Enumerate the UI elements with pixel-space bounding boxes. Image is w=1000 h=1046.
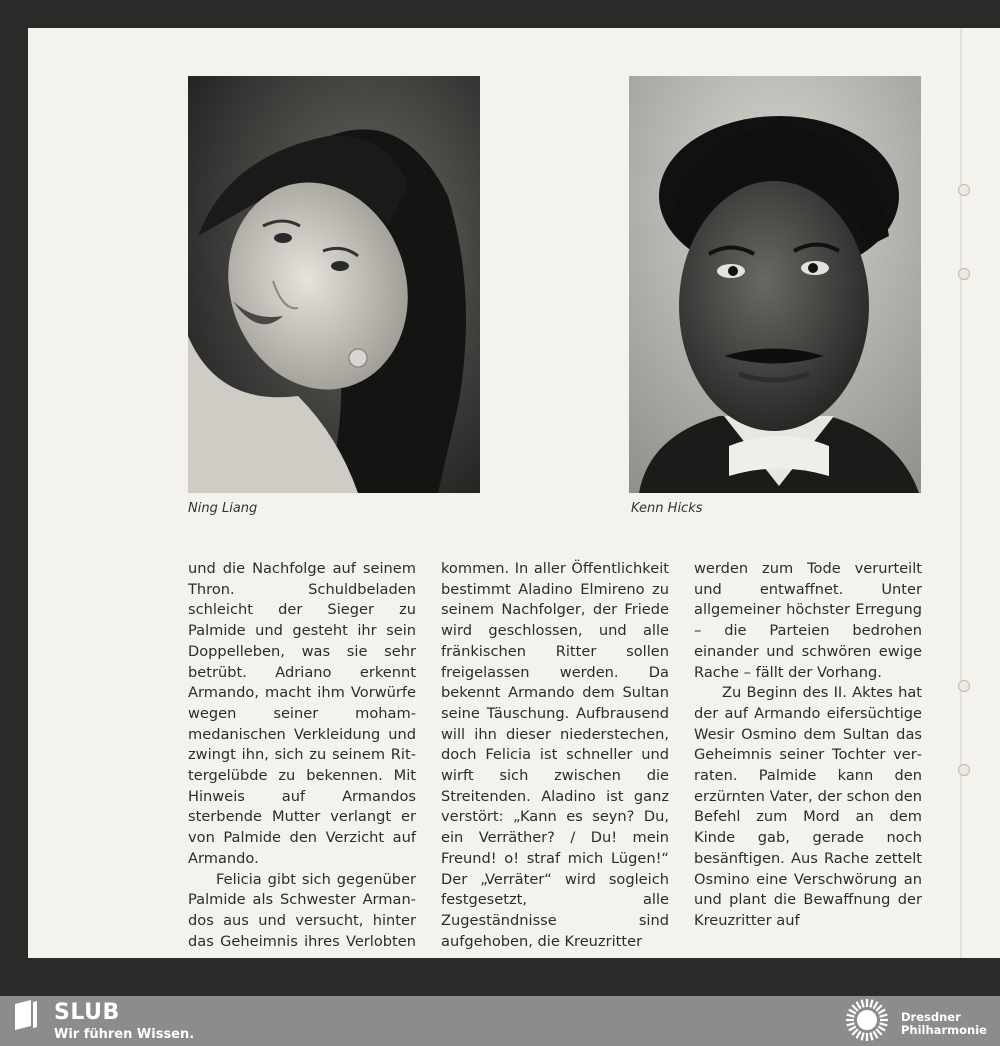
portrait-photo-kenn-hicks xyxy=(629,76,921,493)
photo-caption: Kenn Hicks xyxy=(631,501,703,516)
logo-ray xyxy=(857,1031,861,1038)
logo-ray xyxy=(876,1029,882,1035)
logo-ray xyxy=(874,1031,878,1038)
logo-ray xyxy=(849,1027,856,1031)
binding-hole xyxy=(958,268,970,280)
portrait-man-icon xyxy=(629,76,921,493)
binding-hole xyxy=(958,764,970,776)
paragraph: Felicia gibt sich gegenüber Palmide als Schwester Armandos aus und versucht, hinter das Geheimnis ihres Verlobten zu xyxy=(188,870,416,971)
binding-hole xyxy=(958,680,970,692)
photo-caption: Ning Liang xyxy=(188,501,258,516)
logo-ray xyxy=(874,1002,878,1009)
logo-ray xyxy=(876,1005,882,1011)
dresdner-philharmonie-logo-icon xyxy=(841,997,893,1043)
portrait-woman-icon xyxy=(188,76,480,493)
slub-logo-icon xyxy=(13,1000,39,1030)
logo-ray xyxy=(852,1005,858,1011)
partner-name-line-1: Dresdner xyxy=(901,1010,961,1024)
logo-ray xyxy=(847,1015,855,1017)
slub-title: SLUB xyxy=(54,1000,120,1025)
logo-ray xyxy=(878,1010,885,1014)
binding-hole xyxy=(958,184,970,196)
binding-holes xyxy=(958,180,974,780)
logo-ray xyxy=(870,1000,872,1008)
logo-ray xyxy=(852,1029,858,1035)
logo-ray xyxy=(857,1002,861,1009)
text-column-2 xyxy=(441,559,669,952)
text-column-1 xyxy=(188,559,416,973)
paragraph: Zu Beginn des II. Aktes hat der auf Armando eifersüchtige Wesir Osmino dem Sultan das Geheimnis seiner Tochter verraten. Palmide kann den erzürnten Vater, der schon den Befehl zum Mord an dem Kinde gab, gerade noch besänftigen. Aus Rache zettelt Osmino eine Verschwörung an und plant die Bewaffnung der Kreuzritter auf xyxy=(694,684,922,929)
paragraph: und die Nachfolge auf seinem Thron. Schuldbeladen schleicht der Sieger zu Palmide und gesteht ihr sein Doppelleben, was sie sehr betrübt. Adriano erkennt Armando, macht ihm Vorwürfe wegen seiner mohammedanischen Verkleidung und zwingt ihn, sich zu seinem Rittergelübde zu bekennen. Mit Hinweis auf Armandos sterbende Mutter verlangt er von Palmide den Verzicht auf Armando. xyxy=(188,560,416,867)
logo-ray xyxy=(880,1023,888,1025)
logo-ray xyxy=(862,1000,864,1008)
slub-subtitle: Wir führen Wissen. xyxy=(54,1027,195,1042)
logo-ray xyxy=(849,1010,856,1014)
partner-name-line-2: Philharmonie xyxy=(901,1023,987,1037)
logo-ray xyxy=(880,1015,888,1017)
text-column-3 xyxy=(694,559,922,932)
logo-ray xyxy=(870,1033,872,1041)
paragraph: werden zum Tode verurteilt und entwaffnet. Unter allgemeiner höchster Erregung – die Parteien bedrohen einander und schwören ewige Rache – fällt der Vorhang. xyxy=(694,560,922,681)
paragraph: kommen. In aller Öffentlichkeit bestimmt Aladino Elmireno zu seinem Nachfolger, der Friede wird geschlossen, und alle fränkischen Ritter sollen freigelassen werden. Da bekennt Armando dem Sultan seine Täuschung. Aufbrausend will ihn dieser niederstechen, doch Felicia ist schneller und wirft sich zwischen die Streitenden. Aladino ist ganz verstört: „Kann es seyn? Du, ein Verräther? / Du! mein Freund! o! straf mich Lügen!“ Der „Verräter“ wird sogleich festgesetzt, alle Zugeständnisse sind aufgehoben, die Kreuzritter xyxy=(441,560,669,950)
partner-name xyxy=(901,1011,987,1037)
logo-ray xyxy=(847,1023,855,1025)
logo-ray xyxy=(862,1033,864,1041)
portrait-photo-ning-liang xyxy=(188,76,480,493)
logo-ray xyxy=(878,1027,885,1031)
